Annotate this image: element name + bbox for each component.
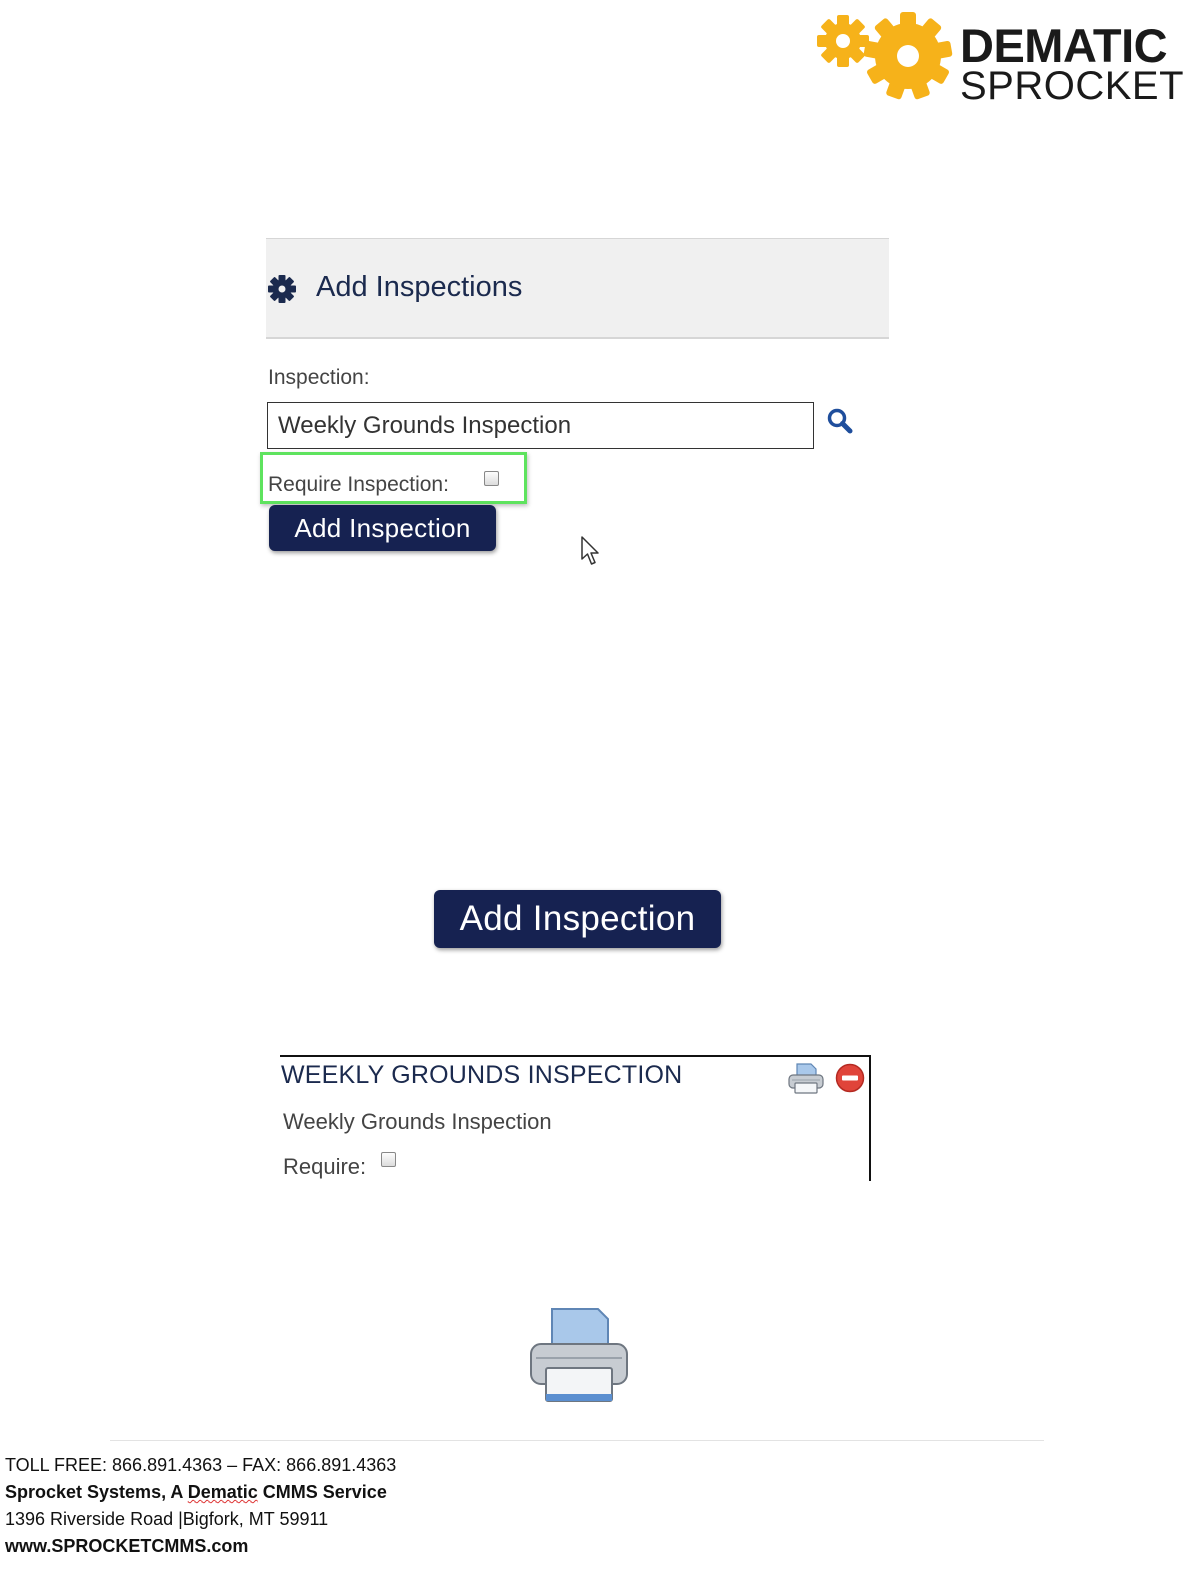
footer-address-line: 1396 Riverside Road |Bigfork, MT 59911 bbox=[5, 1509, 329, 1529]
logo-text-dematic: DEMATIC bbox=[960, 19, 1168, 72]
add-inspection-button-enlarged[interactable]: Add Inspection bbox=[434, 890, 721, 948]
footer-website: www.SPROCKETCMMS.com bbox=[5, 1536, 249, 1556]
print-icon-enlarged bbox=[528, 1306, 630, 1408]
gear-icon bbox=[266, 273, 298, 305]
print-icon[interactable] bbox=[787, 1061, 825, 1097]
logo-text-sprocket: SPROCKET bbox=[960, 64, 1185, 108]
footer-company-c: CMMS Service bbox=[257, 1482, 387, 1502]
inspection-card-require-checkbox[interactable] bbox=[381, 1152, 396, 1167]
remove-icon[interactable] bbox=[835, 1063, 865, 1093]
add-inspection-button[interactable]: Add Inspection bbox=[269, 505, 496, 551]
footer-company-a: Sprocket Systems, A bbox=[5, 1482, 188, 1502]
require-inspection-label: Require Inspection: bbox=[268, 473, 449, 496]
inspection-card-heading: WEEKLY GROUNDS INSPECTION bbox=[281, 1061, 683, 1089]
search-icon[interactable] bbox=[826, 407, 854, 435]
footer-company-b: Dematic bbox=[187, 1482, 258, 1502]
inspection-label: Inspection: bbox=[268, 366, 370, 389]
inspection-card-description: Weekly Grounds Inspection bbox=[283, 1109, 552, 1134]
inspection-input[interactable] bbox=[267, 402, 814, 449]
footer bbox=[5, 1452, 396, 1560]
footer-divider bbox=[110, 1440, 1044, 1441]
add-inspections-header bbox=[266, 238, 889, 339]
inspection-result-card bbox=[280, 1055, 871, 1181]
inspection-card-require-label: Require: bbox=[283, 1154, 367, 1179]
panel-title: Add Inspections bbox=[316, 271, 523, 303]
mouse-cursor-icon bbox=[580, 535, 602, 567]
footer-contact-line: TOLL FREE: 866.891.4363 – FAX: 866.891.4363 bbox=[5, 1455, 397, 1475]
dematic-sprocket-logo bbox=[812, 8, 1185, 108]
gears-logo-icon bbox=[812, 8, 962, 104]
footer-company-line bbox=[5, 1479, 396, 1506]
require-inspection-checkbox[interactable] bbox=[484, 471, 499, 486]
